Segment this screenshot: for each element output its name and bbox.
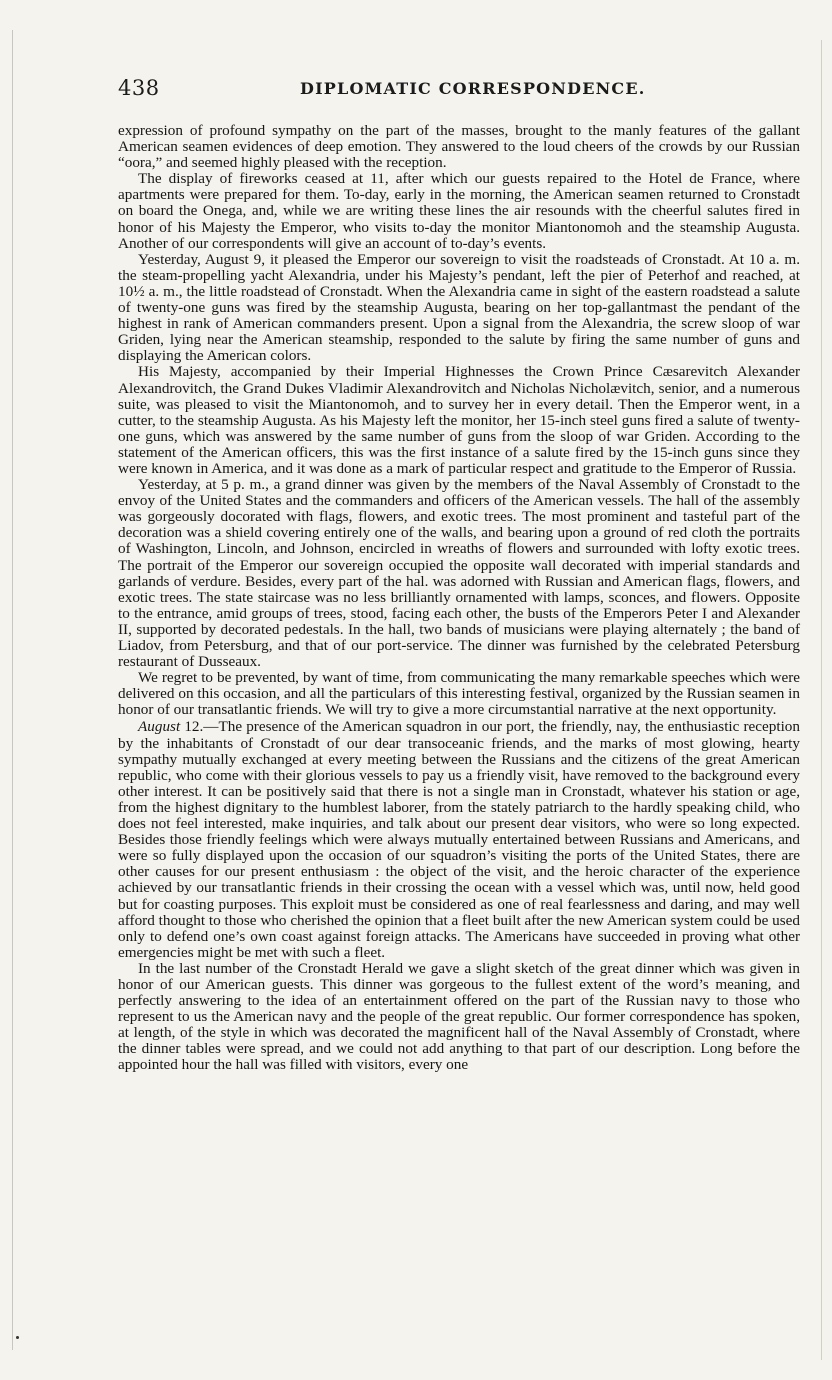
paragraph-fireworks: The display of fireworks ceased at 11, after which our guests repaired to the Hotel de France, where apartments were prepared for them. To-day, early in the morning, the American seamen returned to Cronstadt on board the Onega, and, while we are writing these lines the air resounds with the cheerful salutes fired in honor of his Majesty the Emperor, who visits to-day the monitor Miantonomoh and the steamship Augusta. Another of our correspondents will give an account of to-day’s events. [118,170,800,252]
body-text [118,123,800,1074]
page-edge-left [12,30,13,1350]
ink-speck [16,1336,19,1339]
paragraph-herald: In the last number of the Cronstadt Herald we gave a slight sketch of the great dinner which was given in honor of our American guests. This dinner was gorgeous to the fullest extent of the word’s meaning, and perfectly answering to the idea of an entertainment offered on the part of the Russian navy to those who represent to us the American navy and the people of the great republic. Our former correspondence has spoken, at length, of the style in which was decorated the magnificent hall of the Naval Assembly of Cronstadt, where the dinner tables were spread, and we could not add anything to that part of our description. Long before the appointed hour the hall was filled with visitors, every one [118,959,800,1074]
page-header [118,76,804,104]
paragraph-emperor-visit: Yesterday, August 9, it pleased the Emperor our sovereign to visit the roadsteads of Cronstadt. At 10 a. m. the steam-propelling yacht Alexandria, under his Majesty’s pendant, left the pier of Peterhof and reached, at 10½ a. m., the little roadstead of Cronstadt. When the Alexandria came in sight of the eastern roadstead a salute of twenty-one guns was fired by the steamship Augusta, bearing on her top-gallantmast the pendant of the highest in rank of American commanders present. Upon a signal from the Alexandria, the screw sloop of war Griden, lying near the American steamship, responded to the salute by firing the same number of guns and displaying the American colors. [118,250,800,365]
paragraph-grand-dinner: Yesterday, at 5 p. m., a grand dinner was given by the members of the Naval Assembly of Cronstadt to the envoy of the Unitеd States and the commanders and officers of the American vessels. The hall of the assembly was gorgeously docorated with flags, flowers, and exotic trees. The most prominent and tasteful part of the decoration was a shield covering entirely one of the walls, and bearing upon a ground of red cloth the portraits of Washington, Lincoln, and Johnson, encircled in wreaths of flowers and surrounded with lofty exotic trees. The portrait of the Emperor our sovereign occupied the opposite wall decorated with imperial standards and garlands of verdure. Besides, every part of the hal. was adorned with Russian and American flags, flowers, and exotic trees. The state staircase was no less brilliantly ornamented with lamps, sconces, and flowers. Opposite to the entrance, amid groups of trees, stood, facing each other, the busts of the Emperors Peter I and Alexander II, supported by decorated pedestals. In the hall, two bands of musicians were playing alternately ; the band of Liadov, from Petersburg, and that of our port-service. The dinner was furnished by the celebrated Petersburg restaurant of Dusseaux. [118,476,800,671]
running-title: DIPLOMATIC CORRESPONDENCE. [300,79,646,98]
paragraph-august-12-text: 12.—The presence of the American squadron in our port, the friendly, nay, the enthusiastic reception by the inhabitants of Cronstadt of our dear transoceanic friends, and the marks of most glowing, hearty sympathy mutually exchanged at every meeting between the Russians and the citizens of the great American republic, who come with their glorious vessels to pay us a friendly visit, have removed to the background every other interest. It can be positively said that there is not a single man in Cronstadt, whatever his station or age, from the highest dignitary to the humblest laborer, from the stately patriarch to the hardly speaking child, who does not feel interested, make inquiries, and talk about our present dear visitors, who were so long expected. Besides those friendly feelings which were always mutually entertained between Russians and Americans, and were so fully displayed upon the occasion of our squadron’s visiting the ports of the United States, there are other causes for our present enthusiasm : the object of the visit, and the heroic character of the experience achieved by our transatlantic friends in their crossing the ocean with a vessel which was, until now, held good but for coasting purposes. This exploit must be considered as one of real fearlessness and daring, and may well afford thought to those who cherished the opinion that a fleet built after the new American system could be used only to defend one’s own coast against foreign attacks. The Americans have succeeded in proving what other emergencies might be met with such a fleet. [118,718,800,961]
paragraph-continued: expression of profound sympathy on the part of the masses, brought to the manly features of the gallant American seamen evidences of deep emotion. They answered to the loud cheers of the crowds by our Russian “oora,” and seemed highly pleased with the reception. [118,122,800,172]
paragraph-his-majesty: His Majesty, accompanied by their Imperial Highnesses the Crown Prince Cæsarevitch Alexander Alexandrovitch, the Grand Dukes Vladimir Alexandrovitch and Nicholas Nicholævitch, senior, and a numerous suite, was pleased to visit the Miantonomoh, and to survey her in every detail. Then the Emperor went, in a cutter, to the steamship Augusta. As his Majesty left the monitor, her 15-inch steel guns fired a salute of twenty-one guns, which was answered by the same number of guns from the sloop of war Griden. According to the statement of the American officers, this was the first instance of a salute fired by the 15-inch guns since they were known in America, and it was done as a mark of particular respect and gratitude to the Emperor of Russia. [118,363,800,477]
page-edge-right [821,40,822,1360]
page-number: 438 [118,76,160,100]
paragraph-regret: We regret to be prevented, by want of time, from communicating the many remarkable speeches which were delivered on this occasion, and all the particulars of this interesting festival, organized by the Russian seamen in honor of our transatlantic friends. We will try to give a more circumstantial narrative at the next opportunity. [118,669,800,719]
paragraph-august-12 [118,719,800,960]
date-label: August [138,718,181,736]
